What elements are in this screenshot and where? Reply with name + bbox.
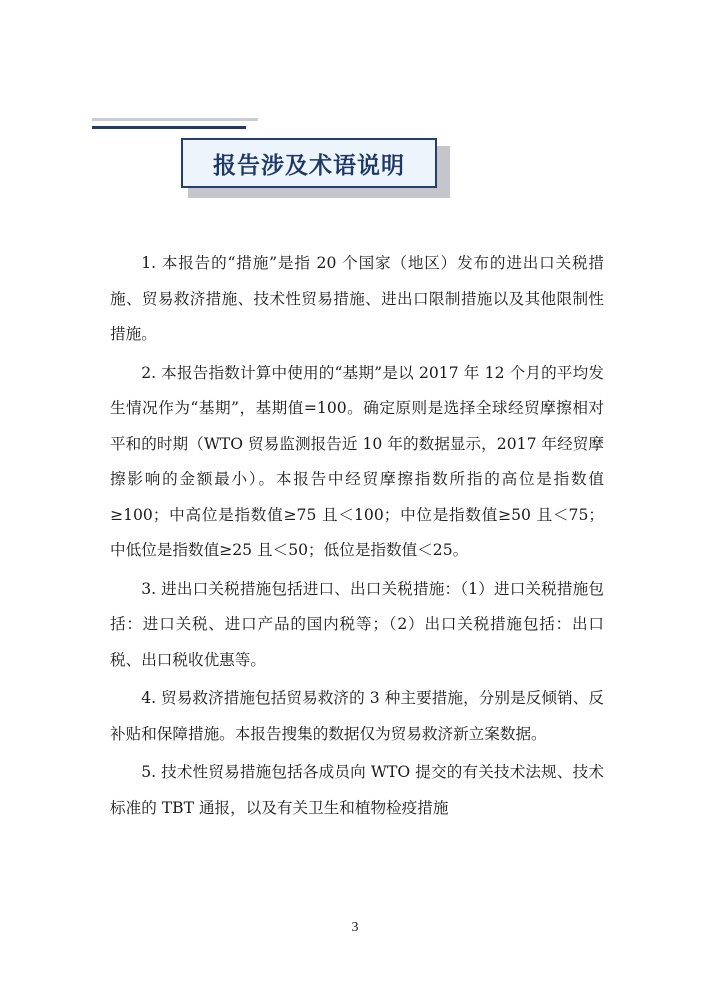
decorative-line-light	[92, 118, 258, 121]
paragraph-3: 3. 进出口关税措施包括进口、出口关税措施：（1）进口关税措施包括：进口关税、进口产品的国内税等；（2）出口关税措施包括：出口税、出口税收优惠等。	[110, 579, 604, 669]
page-number: 3	[351, 920, 359, 935]
body-text	[110, 246, 604, 829]
title-box	[181, 138, 437, 188]
paragraph-4: 4. 贸易救济措施包括贸易救济的 3 种主要措施，分别是反倾销、反补贴和保障措施。本报告搜集的数据仅为贸易救济新立案数据。	[110, 689, 604, 743]
decorative-line-dark	[92, 126, 246, 129]
paragraph-2: 2. 本报告指数计算中使用的“基期”是以 2017 年 12 个月的平均发生情况作为“基期”，基期值=100。确定原则是选择全球经贸摩擦相对平和的时期（WTO 贸易监测报告近 10 年的数据显示，2017 年经贸摩擦影响的金额最小）。本报告中经贸摩擦指数所指的高位是指数值≥100；中高位是指数值≥75 且＜100；中位是指数值≥50 且＜75；中低位是指数值≥25 且＜50；低位是指数值＜25。	[110, 363, 604, 559]
paragraph-5: 5. 技术性贸易措施包括各成员向 WTO 提交的有关技术法规、技术标准的 TBT 通报，以及有关卫生和植物检疫措施	[110, 763, 604, 817]
page-title: 报告涉及术语说明	[213, 152, 405, 179]
paragraph-1: 1. 本报告的“措施”是指 20 个国家（地区）发布的进出口关税措施、贸易救济措施、技术性贸易措施、进出口限制措施以及其他限制性措施。	[110, 254, 604, 343]
